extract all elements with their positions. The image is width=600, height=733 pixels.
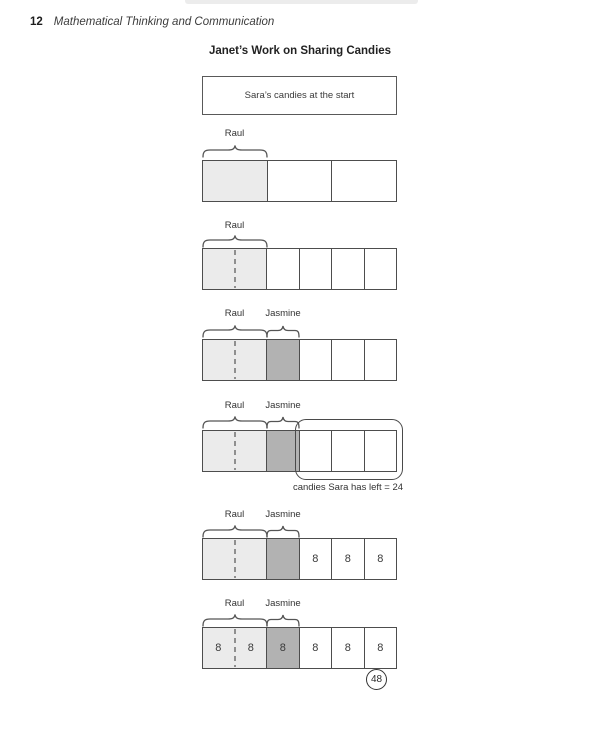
raul-brace-icon	[202, 613, 268, 627]
tape-diagram-bar	[202, 248, 397, 290]
raul-brace-icon	[202, 324, 268, 338]
raul-label: Raul	[224, 220, 245, 231]
start-box: Sara’s candies at the start	[202, 76, 397, 115]
jasmine-label: Jasmine	[265, 509, 301, 520]
bar-cell	[299, 340, 332, 380]
bar-cell-value: 8	[299, 628, 332, 668]
raul-brace-icon	[202, 415, 268, 429]
jasmine-label: Jasmine	[265, 400, 301, 411]
bar-cell	[331, 249, 364, 289]
jasmine-cell	[266, 340, 299, 380]
tape-diagram-bar	[202, 627, 397, 669]
bar-cell-value: 8	[364, 539, 397, 579]
bar-cell	[266, 249, 299, 289]
page-number: 12	[30, 16, 43, 28]
bar-cell	[267, 161, 332, 201]
bar-cell	[364, 340, 397, 380]
dashed-divider	[234, 432, 236, 470]
raul-cell	[203, 431, 266, 471]
raul-cell	[203, 628, 266, 668]
bar-cell	[331, 161, 396, 201]
jasmine-cell-value: 8	[266, 628, 299, 668]
jasmine-brace-icon	[266, 524, 300, 538]
leftover-outline	[295, 419, 403, 480]
raul-cell	[203, 249, 266, 289]
raul-label: Raul	[224, 598, 245, 609]
tape-diagram-bar	[202, 160, 397, 202]
dashed-divider	[234, 540, 236, 578]
raul-label: Raul	[224, 509, 245, 520]
dashed-divider	[234, 341, 236, 379]
book-title: Mathematical Thinking and Communication	[53, 16, 275, 28]
bar-cell	[299, 249, 332, 289]
tape-diagram-bar	[202, 339, 397, 381]
figure-title: Janet’s Work on Sharing Candies	[208, 45, 392, 57]
raul-brace-icon	[202, 144, 268, 158]
raul-label: Raul	[224, 400, 245, 411]
raul-cell	[203, 539, 266, 579]
bar-cell-value: 8	[364, 628, 397, 668]
leftover-caption: candies Sara has left = 24	[292, 482, 404, 493]
jasmine-brace-icon	[266, 324, 300, 338]
jasmine-brace-icon	[266, 613, 300, 627]
jasmine-cell	[266, 539, 299, 579]
running-head	[30, 16, 274, 28]
bar-cell-value: 8	[331, 628, 364, 668]
gray-half-value: 8	[247, 642, 254, 654]
bar-cell-value: 8	[331, 539, 364, 579]
raul-label: Raul	[224, 308, 245, 319]
raul-brace-icon	[202, 524, 268, 538]
dashed-divider	[234, 250, 236, 288]
tape-diagram-bar	[202, 538, 397, 580]
jasmine-cell	[266, 431, 299, 471]
raul-label: Raul	[224, 128, 245, 139]
raul-cell	[203, 161, 267, 201]
gray-half-value: 8	[215, 642, 222, 654]
jasmine-label: Jasmine	[265, 598, 301, 609]
bar-cell-value: 8	[299, 539, 332, 579]
top-edge-bar	[185, 0, 418, 4]
bar-cell	[364, 249, 397, 289]
total-circle: 48	[366, 669, 387, 690]
raul-brace-icon	[202, 234, 268, 248]
raul-cell	[203, 340, 266, 380]
jasmine-label: Jasmine	[265, 308, 301, 319]
bar-cell	[331, 340, 364, 380]
